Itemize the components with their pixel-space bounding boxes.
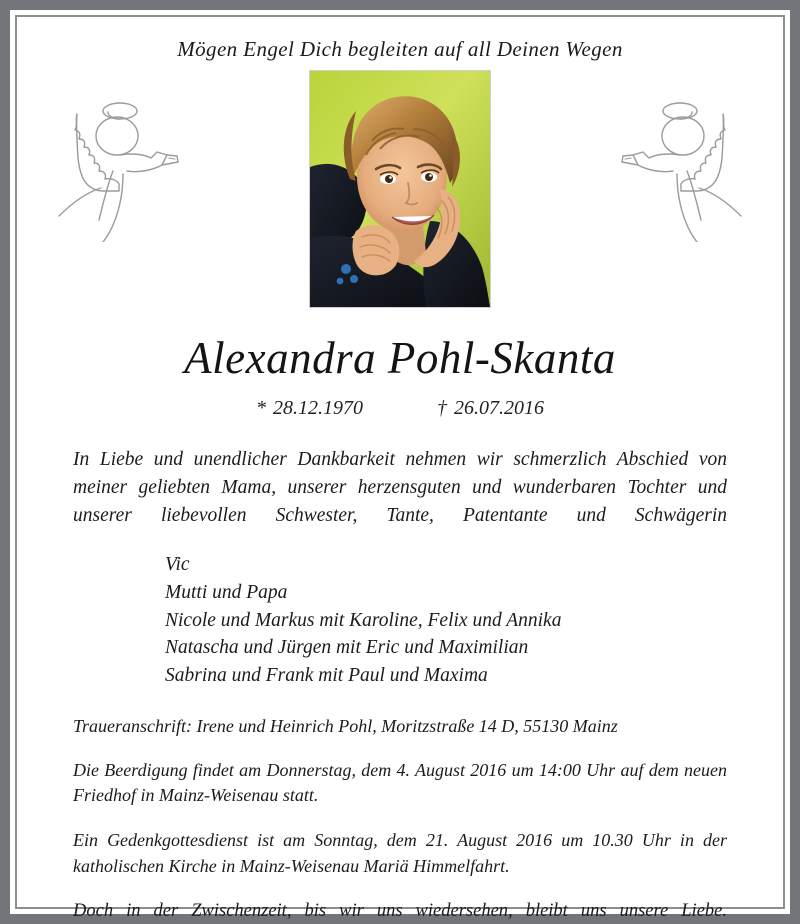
death-date xyxy=(437,397,544,420)
memorial-service-information: Ein Gedenkgottesdienst ist am Sonntag, dem 21. August 2016 um 10.30 Uhr in der katholischen Kirche in Mainz-Weisenau Mariä Himmelfahrt. xyxy=(73,829,727,876)
frame-white-gap xyxy=(10,10,790,922)
angel-icon-left xyxy=(41,92,191,242)
birth-date xyxy=(256,397,363,420)
deceased-name: Alexandra Pohl-Skanta xyxy=(184,333,616,384)
birth-symbol: * xyxy=(256,397,266,420)
list-item: Sabrina und Frank mit Paul und Maxima xyxy=(165,665,488,686)
memorial-notice-content xyxy=(15,15,785,922)
death-symbol-dagger-icon: † xyxy=(437,397,447,420)
lead-paragraph: In Liebe und unendlicher Dankbarkeit nehmen wir schmerzlich Abschied von meiner geliebten Mama, unserer herzensguten und wunderbaren Tochter und unserer liebevollen Schwester, Tante, Patentante und Schwägerin xyxy=(73,449,727,526)
illustration-band xyxy=(17,70,783,320)
life-dates xyxy=(17,397,783,420)
notice-body xyxy=(17,446,783,924)
death-date-value: 26.07.2016 xyxy=(454,397,544,420)
mourning-address: Traueranschrift: Irene und Heinrich Pohl, Moritzstraße 14 D, 55130 Mainz xyxy=(73,715,618,736)
list-item: Vic xyxy=(165,554,190,576)
closing-line: Doch in der Zwischenzeit, bis wir uns wiedersehen, bleibt uns unsere Liebe. xyxy=(73,901,727,922)
family-signature-list xyxy=(73,551,727,689)
motto-text: Mögen Engel Dich begleiten auf all Deinen Wegen xyxy=(177,37,623,61)
burial-information: Die Beerdigung findet am Donnerstag, dem 4. August 2016 um 14:00 Uhr auf dem neuen Friedhof in Mainz-Weisenau statt. xyxy=(73,759,727,806)
list-item: Natascha und Jürgen mit Eric und Maximilian xyxy=(165,637,529,659)
portrait-photo xyxy=(309,70,491,308)
list-item: Mutti und Papa xyxy=(165,581,288,603)
angel-icon-right xyxy=(609,92,759,242)
list-item: Nicole und Markus mit Karoline, Felix und Annika xyxy=(165,609,562,631)
birth-date-value: 28.12.1970 xyxy=(273,397,363,420)
